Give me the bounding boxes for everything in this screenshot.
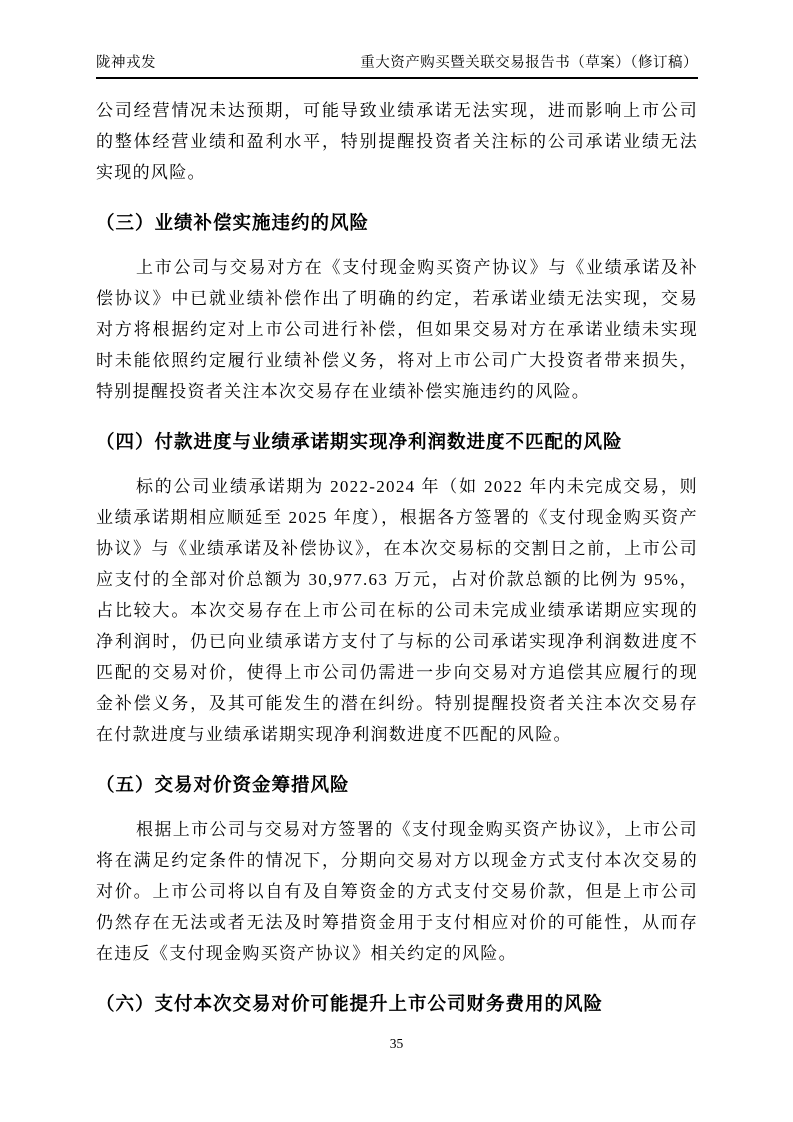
section-4-paragraph: 标的公司业绩承诺期为 2022-2024 年（如 2022 年内未完成交易，则业绩承诺期相应顺延至 2025 年度），根据各方签署的《支付现金购买资产协议》与《业绩承诺及补偿协议》，在本次交易标的交割日之前，上市公司应支付的全部对价总额为 30,977.63 万元，占对价款总额的比例为 95%，占比较大。本次交易存在上市公司在标的公司未完成业绩承诺期应实现的净利润时，仍已向业绩承诺方支付了与标的公司承诺实现净利润数进度不匹配的交易对价，使得上市公司仍需进一步向交易对方追偿其应履行的现金补偿义务，及其可能发生的潜在纠纷。特别提醒投资者关注本次交易存在付款进度与业绩承诺期实现净利润数进度不匹配的风险。 (96, 477, 698, 744)
page-footer (0, 1036, 793, 1052)
section-heading-3: （三）业绩补偿实施违约的风险 (96, 212, 370, 233)
section-heading-6: （六）支付本次交易对价可能提升上市公司财务费用的风险 (96, 993, 604, 1014)
section-heading-5: （五）交易对价资金筹措风险 (96, 774, 350, 795)
section-3-paragraph: 上市公司与交易对方在《支付现金购买资产协议》与《业绩承诺及补偿协议》中已就业绩补偿作出了明确的约定，若承诺业绩无法实现，交易对方将根据约定对上市公司进行补偿，但如果交易对方在承诺业绩未实现时未能依照约定履行业绩补偿义务，将对上市公司广大投资者带来损失，特别提醒投资者关注本次交易存在业绩补偿实施违约的风险。 (96, 258, 698, 401)
section-heading-4: （四）付款进度与业绩承诺期实现净利润数进度不匹配的风险 (96, 431, 623, 452)
intro-paragraph: 公司经营情况未达预期，可能导致业绩承诺无法实现，进而影响上市公司的整体经营业绩和盈利水平，特别提醒投资者关注标的公司承诺业绩无法实现的风险。 (96, 101, 698, 182)
header-company-name: 陇神戎发 (96, 55, 156, 71)
header-report-title: 重大资产购买暨关联交易报告书（草案）（修订稿） (360, 55, 698, 71)
page-number: 35 (389, 1036, 404, 1051)
document-body (96, 95, 698, 1017)
section-5-paragraph: 根据上市公司与交易对方签署的《支付现金购买资产协议》，上市公司将在满足约定条件的情况下，分期向交易对方以现金方式支付本次交易的对价。上市公司将以自有及自筹资金的方式支付交易价款，但是上市公司仍然存在无法或者无法及时筹措资金用于支付相应对价的可能性，从而存在违反《支付现金购买资产协议》相关约定的风险。 (96, 820, 698, 963)
page-header (96, 55, 698, 79)
